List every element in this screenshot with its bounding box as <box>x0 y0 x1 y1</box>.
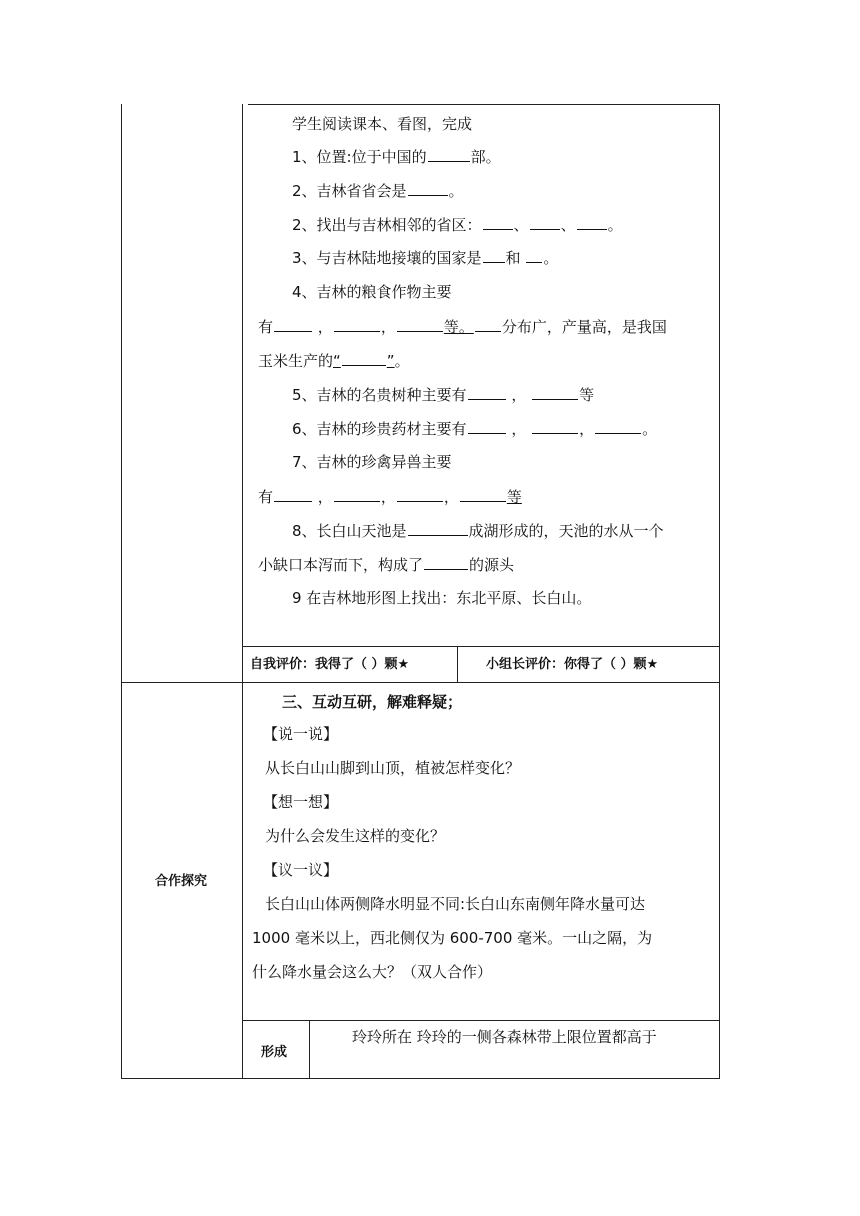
question-text: 和 <box>505 249 521 267</box>
formation-divider <box>309 1020 310 1079</box>
think-question: 为什么会发生这样的变化？ <box>265 827 446 845</box>
say-question: 从长白山山脚到山顶，植被怎样变化？ <box>265 759 521 777</box>
answer-blank[interactable] <box>532 418 578 434</box>
comma: ， <box>511 420 527 438</box>
question-text: 1、位置:位于中国的 <box>292 148 427 166</box>
answer-blank[interactable] <box>334 486 380 502</box>
comma: ， <box>317 488 333 506</box>
open-quote: “ <box>333 352 341 370</box>
question-2b <box>292 214 623 235</box>
question-text: 6、吉林的珍贵药材主要有 <box>292 420 467 438</box>
question-7-line2 <box>258 486 522 507</box>
answer-blank[interactable] <box>475 316 501 332</box>
period: 。 <box>394 352 410 370</box>
answer-blank[interactable] <box>424 554 468 570</box>
question-text: 。 <box>642 420 658 438</box>
question-7: 7、吉林的珍禽异兽主要 <box>292 453 452 471</box>
question-text: 2、吉林省省会是 <box>292 182 407 200</box>
question-text: 等 <box>579 386 595 404</box>
row-label-cooperation: 合作探究 <box>155 874 208 889</box>
row-label-formation: 形成 <box>261 1045 288 1060</box>
question-text: 等 <box>506 488 522 506</box>
question-text: 部。 <box>470 148 501 166</box>
question-text: 的源头 <box>469 556 515 574</box>
question-text: 有 <box>258 488 274 506</box>
comma: ， <box>317 318 333 336</box>
answer-blank[interactable] <box>408 180 448 196</box>
answer-blank[interactable] <box>408 520 468 536</box>
table-top-line <box>248 104 719 105</box>
question-9: 9 在吉林地形图上找出：东北平原、长白山。 <box>292 589 592 607</box>
answer-blank[interactable] <box>483 247 505 263</box>
question-5 <box>292 384 594 405</box>
question-4-line2 <box>258 316 667 337</box>
table-border-left <box>121 104 122 1079</box>
question-text: 5、吉林的名贵树种主要有 <box>292 386 467 404</box>
question-text: 有 <box>258 318 274 336</box>
evaluation-divider <box>457 646 458 682</box>
period: 。 <box>607 216 623 234</box>
question-text: 等。 <box>443 318 474 336</box>
row-divider <box>121 682 719 683</box>
question-2 <box>292 180 464 201</box>
formation-text: 玲玲所在 玲玲的一侧各森林带上限位置都高于 <box>352 1028 657 1046</box>
answer-blank[interactable] <box>274 316 312 332</box>
section-heading: 三、互动互研，解难释疑； <box>282 693 463 711</box>
question-8-line2 <box>258 554 514 575</box>
discuss-line-2: 1000 毫米以上，西北侧仅为 600-700 毫米。一山之隔，为 <box>252 929 653 947</box>
close-quote: ” <box>386 352 395 370</box>
formation-top-line <box>242 1020 719 1021</box>
answer-blank[interactable] <box>342 350 386 366</box>
question-4-line3 <box>258 350 410 371</box>
question-text: 分布广，产量高，是我国 <box>501 318 667 336</box>
question-text: 2、找出与吉林相邻的省区： <box>292 216 482 234</box>
answer-blank[interactable] <box>334 316 380 332</box>
answer-blank[interactable] <box>483 214 513 230</box>
self-evaluation: 自我评价：我得了（ ）颗★ <box>250 657 410 672</box>
discuss-line-1: 长白山山体两侧降水明显不同:长白山东南侧年降水量可达 <box>265 895 646 913</box>
question-6 <box>292 418 657 439</box>
answer-blank[interactable] <box>397 316 443 332</box>
question-text: 3、与吉林陆地接壤的国家是 <box>292 249 482 267</box>
comma: ， <box>443 488 459 506</box>
comma: ， <box>380 318 396 336</box>
question-3 <box>292 247 558 268</box>
table-border-right <box>719 104 720 1079</box>
answer-blank[interactable] <box>530 214 560 230</box>
answer-blank[interactable] <box>428 146 470 162</box>
table-divider-column <box>242 104 243 1079</box>
answer-blank[interactable] <box>397 486 443 502</box>
question-text: 成湖形成的，天池的水从一个 <box>468 522 664 540</box>
question-text: 小缺口本泻而下，构成了 <box>258 556 424 574</box>
answer-blank[interactable] <box>274 486 312 502</box>
intro-text: 学生阅读课本、看图，完成 <box>292 115 473 133</box>
answer-blank[interactable] <box>468 384 506 400</box>
answer-blank[interactable] <box>577 214 607 230</box>
comma: ， <box>579 420 595 438</box>
answer-blank[interactable] <box>532 384 578 400</box>
discuss-line-3: 什么降水量会这么大？（双人合作） <box>252 963 493 981</box>
question-text: 。 <box>448 182 464 200</box>
question-text: 玉米生产的 <box>258 352 334 370</box>
question-4: 4、吉林的粮食作物主要 <box>292 283 452 301</box>
think-tag: 【想一想】 <box>263 793 339 811</box>
evaluation-top-line <box>242 646 719 647</box>
answer-blank[interactable] <box>526 247 542 263</box>
separator: 、 <box>513 216 529 234</box>
separator: 、 <box>560 216 576 234</box>
leader-evaluation: 小组长评价：你得了（ ）颗★ <box>486 657 659 672</box>
discuss-tag: 【议一议】 <box>263 861 339 879</box>
answer-blank[interactable] <box>595 418 641 434</box>
answer-blank[interactable] <box>460 486 506 502</box>
question-text: 8、长白山天池是 <box>292 522 407 540</box>
question-1 <box>292 146 501 167</box>
comma: ， <box>380 488 396 506</box>
say-tag: 【说一说】 <box>263 725 339 743</box>
answer-blank[interactable] <box>468 418 506 434</box>
comma: ， <box>511 386 527 404</box>
table-bottom-line <box>121 1078 719 1079</box>
question-text: 。 <box>543 249 559 267</box>
question-8 <box>292 520 664 541</box>
